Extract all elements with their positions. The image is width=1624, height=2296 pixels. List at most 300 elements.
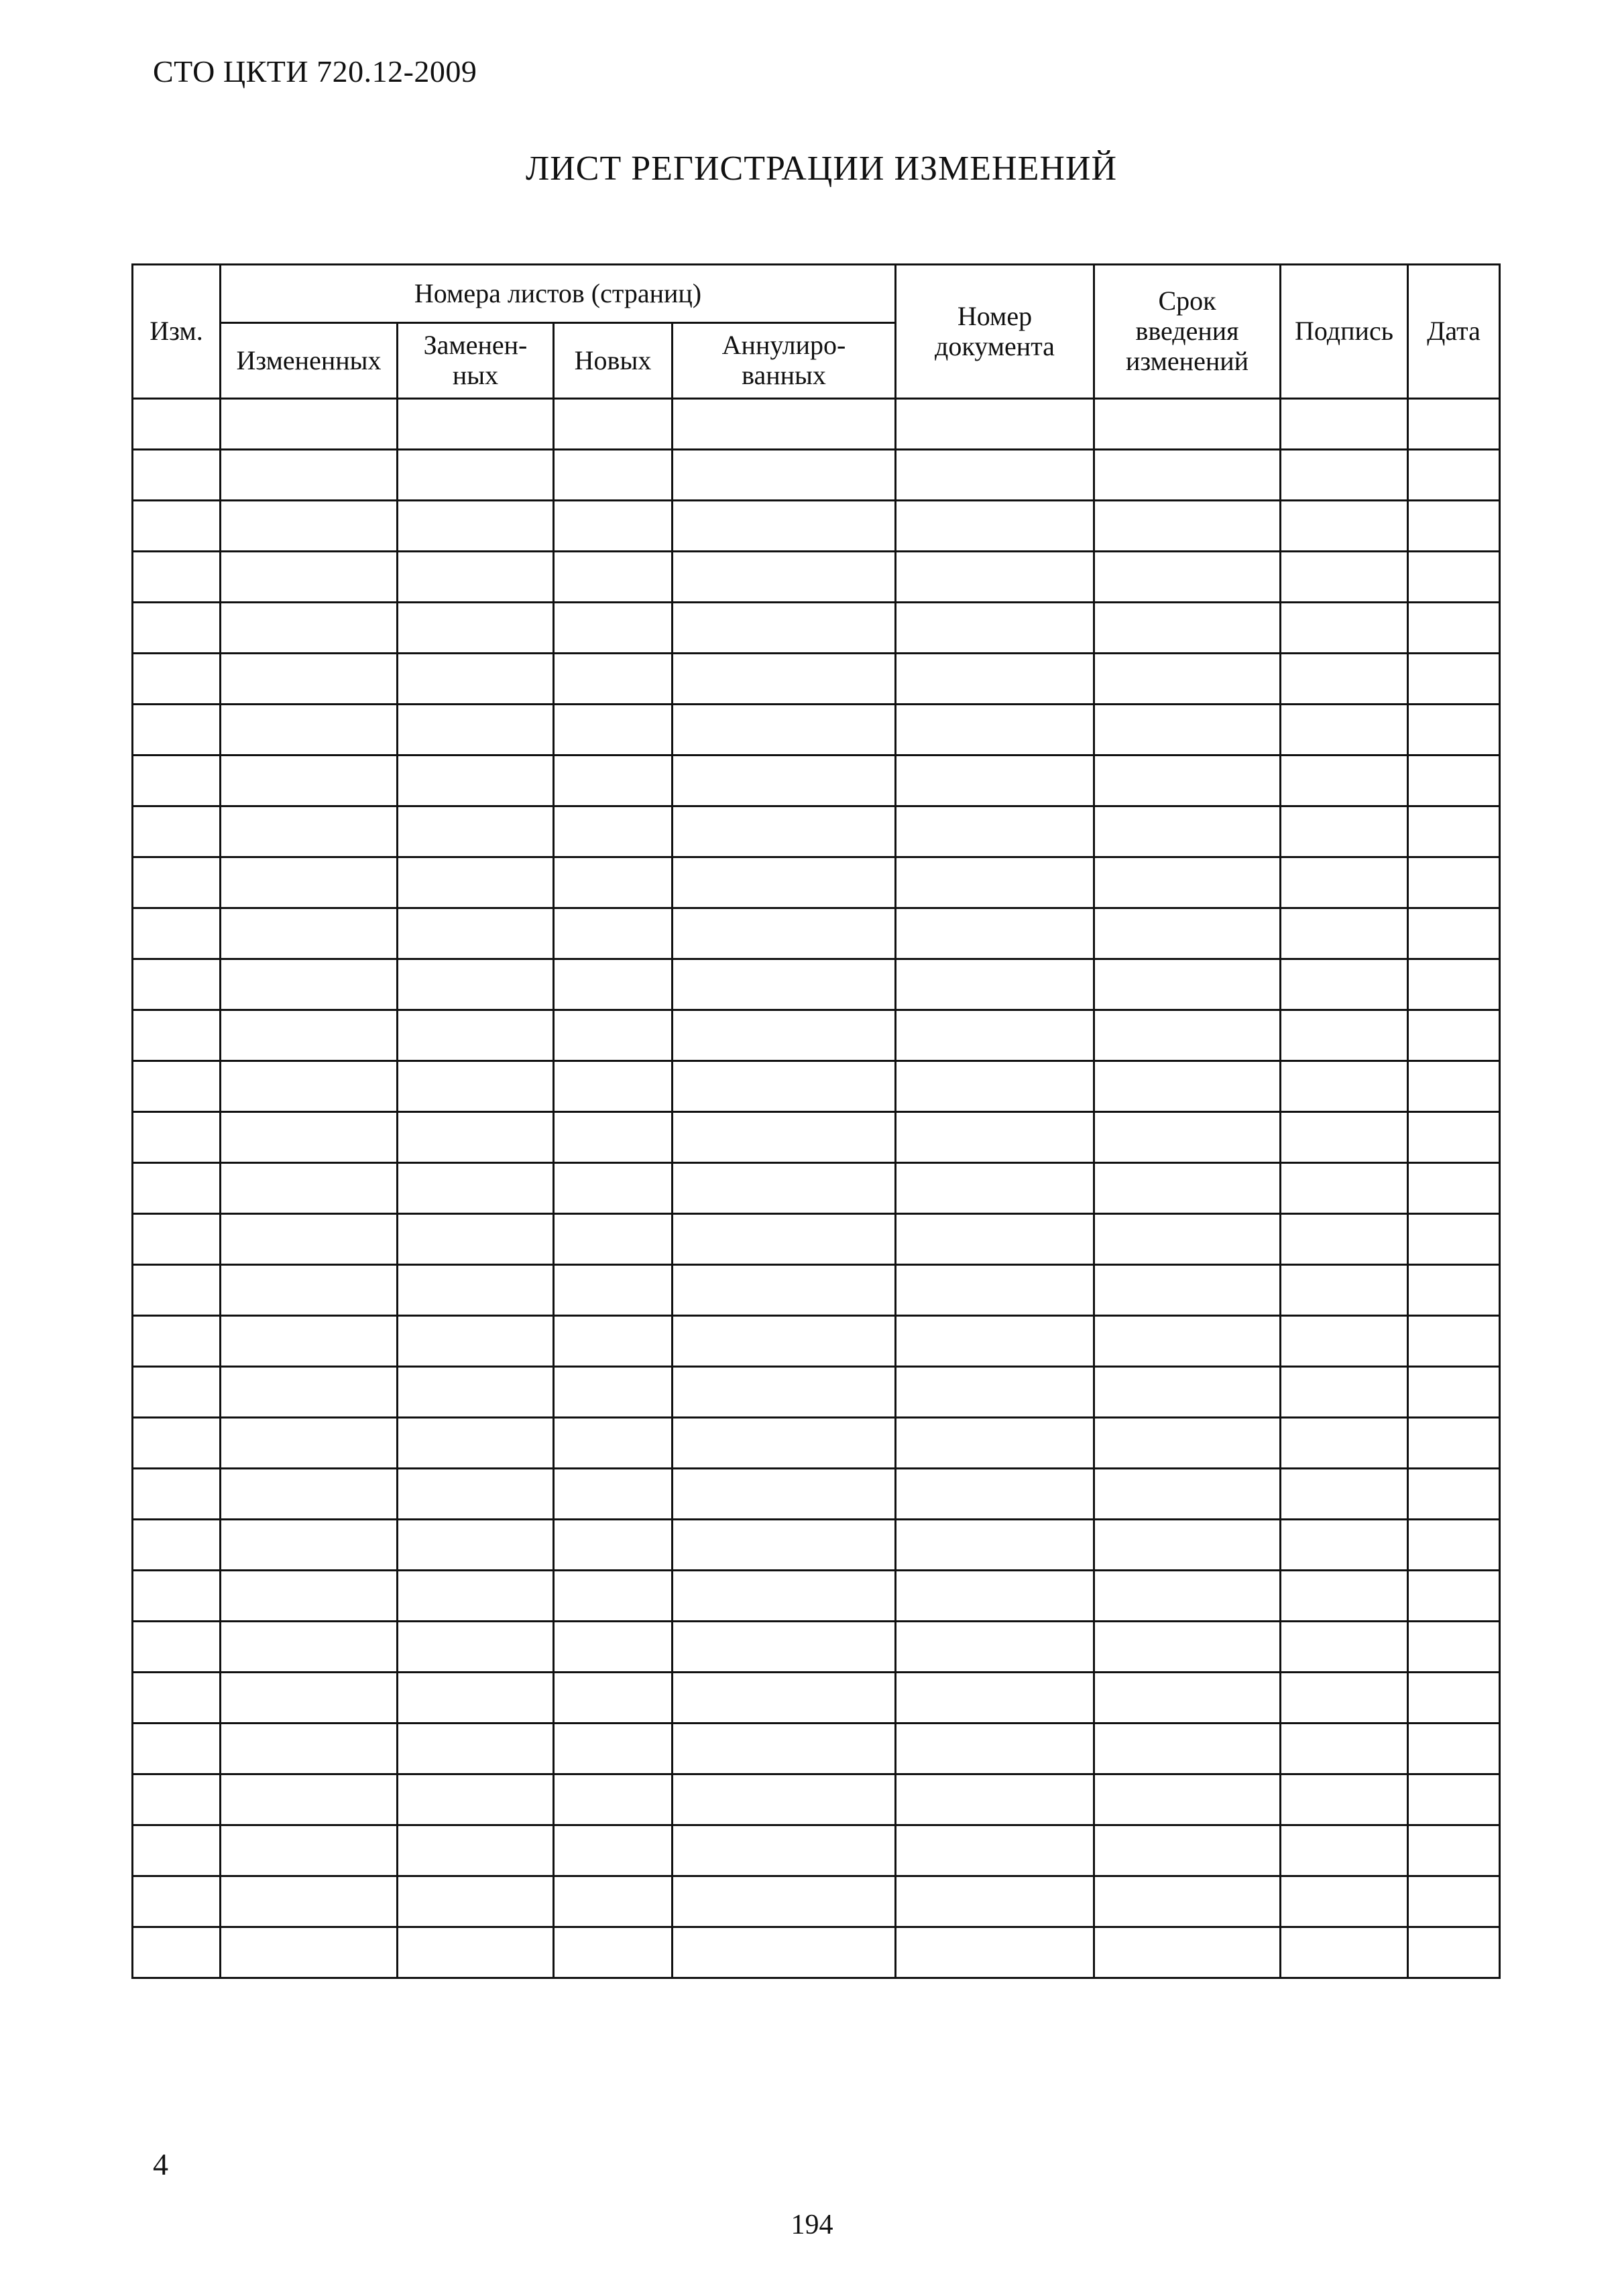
table-cell [554,450,673,501]
table-row [133,1010,1500,1061]
table-cell [1281,1061,1408,1112]
table-cell [398,501,554,552]
table-cell [673,1774,896,1825]
table-cell [221,857,398,908]
table-cell [398,1927,554,1978]
table-cell [1281,756,1408,806]
table-cell [1281,1367,1408,1418]
table-cell [1094,1520,1281,1571]
table-cell [398,450,554,501]
table-cell [896,705,1094,756]
table-cell [221,603,398,654]
table-cell [133,1622,221,1673]
table-row [133,857,1500,908]
table-row [133,959,1500,1010]
table-cell [133,1112,221,1163]
table-cell [1281,908,1408,959]
table-cell [896,1774,1094,1825]
table-cell [673,1673,896,1724]
table-cell [554,1163,673,1214]
table-cell [398,399,554,450]
table-cell [1281,1418,1408,1469]
table-cell [398,1214,554,1265]
table-cell [1281,654,1408,705]
table-cell [1281,1876,1408,1927]
table-cell [1408,399,1500,450]
table-cell [1408,450,1500,501]
table-cell [221,705,398,756]
table-cell [896,1673,1094,1724]
table-cell [221,654,398,705]
table-row [133,1724,1500,1774]
table-cell [554,654,673,705]
header-date: Дата [1408,265,1500,399]
table-cell [1094,1927,1281,1978]
table-cell [1094,857,1281,908]
header-change-number: Изм. [133,265,221,399]
table-row [133,1418,1500,1469]
table-cell [221,1367,398,1418]
table-cell [133,552,221,603]
table-cell [554,1876,673,1927]
table-cell [1094,1010,1281,1061]
table-cell [896,857,1094,908]
table-cell [133,1724,221,1774]
table-row [133,705,1500,756]
table-cell [1408,501,1500,552]
table-cell [1094,1469,1281,1520]
table-cell [673,908,896,959]
table-cell [221,1316,398,1367]
table-cell [1094,1367,1281,1418]
table-cell [133,1774,221,1825]
table-cell [1281,1724,1408,1774]
table-cell [221,1774,398,1825]
table-cell [1281,1214,1408,1265]
table-cell [554,399,673,450]
table-cell [1094,1163,1281,1214]
table-cell [1094,1825,1281,1876]
table-row [133,1367,1500,1418]
table-cell [133,450,221,501]
table-cell [133,705,221,756]
table-cell [1094,1571,1281,1622]
table-cell [133,1418,221,1469]
table-cell [398,1724,554,1774]
table-row [133,603,1500,654]
table-cell [896,1520,1094,1571]
table-cell [1408,1112,1500,1163]
table-cell [673,756,896,806]
table-cell [896,603,1094,654]
table-cell [398,1520,554,1571]
table-cell [1408,654,1500,705]
table-cell [554,908,673,959]
table-cell [896,1367,1094,1418]
table-cell [133,1061,221,1112]
table-cell [133,1367,221,1418]
table-cell [1094,1112,1281,1163]
table-cell [1408,1724,1500,1774]
table-cell [554,1571,673,1622]
table-cell [1094,450,1281,501]
table-cell [221,908,398,959]
table-cell [221,1418,398,1469]
table-cell [554,705,673,756]
table-cell [1281,1469,1408,1520]
table-cell [133,654,221,705]
table-cell [1094,1061,1281,1112]
table-row [133,806,1500,857]
table-row [133,908,1500,959]
table-cell [221,806,398,857]
table-row [133,1163,1500,1214]
table-cell [673,552,896,603]
table-row [133,1571,1500,1622]
table-cell [673,603,896,654]
table-cell [221,1673,398,1724]
table-cell [554,1724,673,1774]
table-cell [1281,1825,1408,1876]
table-cell [1094,603,1281,654]
table-cell [554,806,673,857]
header-replaced [398,323,554,399]
table-cell [1281,552,1408,603]
table-row [133,1927,1500,1978]
table-cell [221,1163,398,1214]
table-cell [1408,1774,1500,1825]
table-cell [1408,1214,1500,1265]
table-cell [1281,1265,1408,1316]
table-cell [398,1418,554,1469]
table-cell [1281,450,1408,501]
table-cell [554,1774,673,1825]
table-cell [1281,501,1408,552]
page-number: 194 [791,2210,833,2240]
table-cell [1408,1876,1500,1927]
table-cell [1281,1316,1408,1367]
table-cell [398,1061,554,1112]
table-cell [398,908,554,959]
table-cell [1281,1163,1408,1214]
table-cell [221,1061,398,1112]
table-cell [673,1418,896,1469]
table-cell [896,1825,1094,1876]
table-cell [221,1927,398,1978]
table-cell [398,1112,554,1163]
table-row [133,1061,1500,1112]
change-registration-table [131,263,1501,1979]
table-cell [1094,501,1281,552]
table-cell [554,1061,673,1112]
table-cell [673,1010,896,1061]
table-cell [398,1571,554,1622]
table-cell [896,552,1094,603]
table-row [133,1214,1500,1265]
table-cell [1408,1825,1500,1876]
table-cell [673,857,896,908]
table-cell [1281,1622,1408,1673]
table-cell [896,806,1094,857]
table-cell [221,1469,398,1520]
table-cell [896,1571,1094,1622]
table-cell [896,1214,1094,1265]
header-replaced-label: Заменен- ных [423,330,528,390]
table-cell [221,501,398,552]
table-cell [673,399,896,450]
table-cell [673,705,896,756]
table-cell [896,501,1094,552]
table-cell [398,552,554,603]
table-cell [673,1622,896,1673]
table-cell [896,1316,1094,1367]
table-cell [1281,806,1408,857]
table-cell [554,959,673,1010]
header-page-numbers: Номера листов (страниц) [221,265,896,323]
table-cell [1408,1622,1500,1673]
table-cell [673,501,896,552]
table-row [133,552,1500,603]
table-row [133,756,1500,806]
table-cell [221,1112,398,1163]
table-cell [398,654,554,705]
table-cell [133,1876,221,1927]
header-annulled-label: Аннулиро- ванных [721,330,846,390]
table-cell [673,1724,896,1774]
table-cell [1094,1876,1281,1927]
table-cell [554,552,673,603]
table-row [133,1622,1500,1673]
table-cell [133,1673,221,1724]
table-cell [896,1927,1094,1978]
table-cell [1408,1469,1500,1520]
table-row [133,399,1500,450]
table-cell [133,1469,221,1520]
table-cell [673,1571,896,1622]
table-cell [221,1825,398,1876]
header-new: Новых [554,323,673,399]
table-cell [554,1469,673,1520]
table-cell [1281,1571,1408,1622]
table-cell [673,1265,896,1316]
table-cell [221,1010,398,1061]
table-cell [554,1010,673,1061]
table-cell [1094,756,1281,806]
table-cell [554,603,673,654]
table-cell [896,654,1094,705]
table-cell [1281,857,1408,908]
header-signature: Подпись [1281,265,1408,399]
table-cell [673,1163,896,1214]
table-cell [133,908,221,959]
table-cell [221,1724,398,1774]
table-cell [133,1010,221,1061]
table-cell [221,959,398,1010]
header-changed: Измененных [221,323,398,399]
table-cell [1094,1265,1281,1316]
table-cell [1408,603,1500,654]
table-row [133,1520,1500,1571]
table-cell [398,1469,554,1520]
header-document-number-label: Номер документа [935,300,1055,361]
table-cell [133,1163,221,1214]
page-title: ЛИСТ РЕГИСТРАЦИИ ИЗМЕНЕНИЙ [525,149,1118,188]
table-cell [673,450,896,501]
table-cell [554,1520,673,1571]
table-cell [398,1622,554,1673]
table-cell [554,1622,673,1673]
table-cell [398,1774,554,1825]
table-cell [673,1316,896,1367]
table-cell [1408,1927,1500,1978]
table-cell [896,399,1094,450]
table-row [133,1112,1500,1163]
table-row [133,1825,1500,1876]
table-cell [1281,1927,1408,1978]
table-cell [133,756,221,806]
table-row [133,501,1500,552]
table-cell [1281,1774,1408,1825]
table-row [133,1876,1500,1927]
table-cell [673,1825,896,1876]
table-cell [133,857,221,908]
table-cell [554,756,673,806]
table-cell [1408,1265,1500,1316]
table-cell [673,654,896,705]
table-cell [673,1367,896,1418]
table-cell [896,1010,1094,1061]
table-row [133,450,1500,501]
table-cell [1408,1571,1500,1622]
table-cell [554,857,673,908]
table-cell [133,399,221,450]
table-cell [1094,399,1281,450]
table-row [133,1316,1500,1367]
table-cell [896,1469,1094,1520]
table-cell [1094,908,1281,959]
table-cell [1408,1061,1500,1112]
table-cell [673,959,896,1010]
table-cell [1094,654,1281,705]
table-cell [1408,1418,1500,1469]
table-cell [1408,705,1500,756]
table-cell [133,603,221,654]
table-cell [1094,1214,1281,1265]
table-cell [1408,1010,1500,1061]
table-cell [1408,806,1500,857]
table-cell [1408,1520,1500,1571]
table-cell [554,1673,673,1724]
header-document-number [896,265,1094,399]
left-page-number: 4 [153,2147,168,2181]
table-row [133,1265,1500,1316]
table-cell [133,1825,221,1876]
table-cell [1281,1112,1408,1163]
table-cell [673,1469,896,1520]
table-cell [1094,1724,1281,1774]
header-annulled [673,323,896,399]
table-cell [1408,959,1500,1010]
table-cell [221,1265,398,1316]
table-body [133,399,1500,1978]
table-cell [398,959,554,1010]
table-cell [133,1265,221,1316]
table-cell [133,1520,221,1571]
table-cell [896,1724,1094,1774]
table-cell [896,1112,1094,1163]
table-row [133,1774,1500,1825]
table-cell [554,1112,673,1163]
table-cell [398,756,554,806]
table-row [133,1469,1500,1520]
table-cell [554,1367,673,1418]
table-cell [398,1316,554,1367]
table-cell [554,1316,673,1367]
table-cell [896,1418,1094,1469]
table-cell [133,1316,221,1367]
table-cell [398,857,554,908]
document-code: СТО ЦКТИ 720.12-2009 [153,54,477,88]
table-cell [673,1112,896,1163]
table-cell [221,1876,398,1927]
header-deadline-label: Срок введения изменений [1125,286,1249,376]
table-cell [673,1214,896,1265]
header-deadline [1094,265,1281,399]
table-cell [221,1571,398,1622]
table-cell [896,1265,1094,1316]
table-cell [398,1010,554,1061]
table-cell [221,552,398,603]
table-cell [554,501,673,552]
table-cell [398,1876,554,1927]
table-cell [133,959,221,1010]
table-cell [554,1214,673,1265]
table-cell [896,1061,1094,1112]
table-cell [1094,1774,1281,1825]
table-cell [221,1214,398,1265]
table-cell [896,1163,1094,1214]
table-cell [1281,603,1408,654]
table-cell [398,1673,554,1724]
table-cell [896,450,1094,501]
table-cell [1094,552,1281,603]
table-row [133,1673,1500,1724]
table-cell [1281,705,1408,756]
table-cell [554,1418,673,1469]
table-cell [398,705,554,756]
table-cell [1281,1520,1408,1571]
table-cell [673,1876,896,1927]
table-cell [221,1622,398,1673]
table-cell [896,959,1094,1010]
table-cell [1281,959,1408,1010]
table-cell [133,1927,221,1978]
table-cell [1408,1367,1500,1418]
table-cell [1094,806,1281,857]
table-cell [398,1265,554,1316]
table-cell [1408,552,1500,603]
table-cell [1094,1622,1281,1673]
table-cell [221,1520,398,1571]
table-cell [1408,756,1500,806]
table-cell [554,1825,673,1876]
table-cell [398,603,554,654]
table-cell [133,1214,221,1265]
table-cell [1094,705,1281,756]
table-cell [896,1622,1094,1673]
table-cell [1281,1010,1408,1061]
table-cell [1094,1316,1281,1367]
